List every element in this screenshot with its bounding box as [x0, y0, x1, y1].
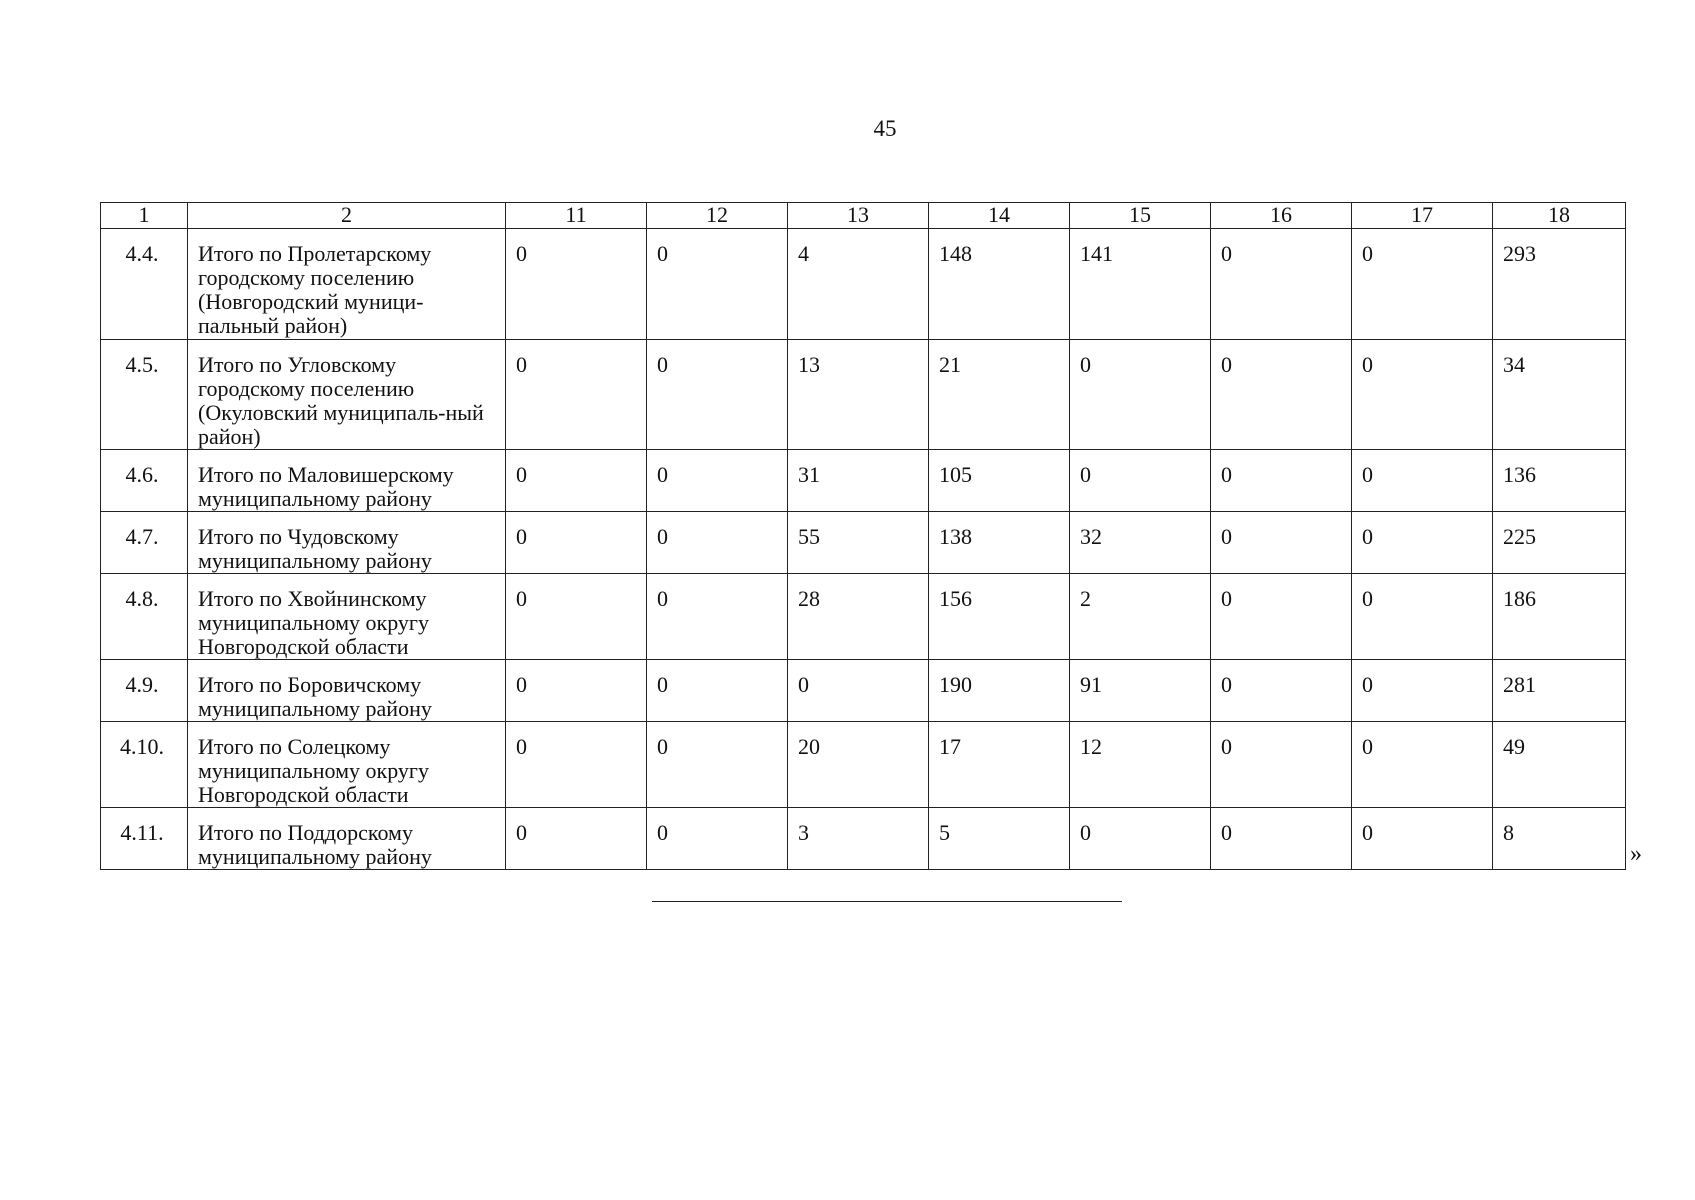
cell-value: 5 — [929, 808, 1070, 870]
column-header: 18 — [1493, 203, 1626, 229]
cell-value: 0 — [506, 512, 647, 574]
cell-value: 21 — [929, 340, 1070, 450]
cell-value: 0 — [1070, 340, 1211, 450]
table-row — [101, 229, 1626, 340]
cell-value: 0 — [506, 574, 647, 660]
data-table — [100, 202, 1626, 870]
row-number: 4.4. — [101, 229, 188, 340]
cell-value: 0 — [506, 808, 647, 870]
cell-value: 0 — [1070, 808, 1211, 870]
cell-value: 0 — [1211, 722, 1352, 808]
row-name: Итого по Пролетарскому городскому поселению (Новгородский муници-пальный район) — [188, 229, 506, 340]
cell-value: 34 — [1493, 340, 1626, 450]
cell-value: 0 — [1211, 660, 1352, 722]
column-header: 1 — [101, 203, 188, 229]
cell-value: 293 — [1493, 229, 1626, 340]
row-name: Итого по Чудовскому муниципальному району — [188, 512, 506, 574]
row-number: 4.7. — [101, 512, 188, 574]
cell-value: 0 — [1211, 512, 1352, 574]
cell-value: 8 — [1493, 808, 1626, 870]
table-row — [101, 722, 1626, 808]
footer-rule — [652, 901, 1122, 902]
row-name: Итого по Поддорскому муниципальному району — [188, 808, 506, 870]
cell-value: 0 — [647, 808, 788, 870]
cell-value: 0 — [1211, 229, 1352, 340]
table-row — [101, 574, 1626, 660]
cell-value: 0 — [647, 512, 788, 574]
table-row — [101, 450, 1626, 512]
cell-value: 0 — [647, 660, 788, 722]
cell-value: 0 — [1211, 340, 1352, 450]
table-row — [101, 808, 1626, 870]
cell-value: 0 — [506, 450, 647, 512]
row-number: 4.5. — [101, 340, 188, 450]
row-number: 4.10. — [101, 722, 188, 808]
cell-value: 0 — [1211, 574, 1352, 660]
cell-value: 281 — [1493, 660, 1626, 722]
table-row — [101, 512, 1626, 574]
column-header: 13 — [788, 203, 929, 229]
cell-value: 0 — [506, 660, 647, 722]
cell-value: 31 — [788, 450, 929, 512]
cell-value: 17 — [929, 722, 1070, 808]
cell-value: 28 — [788, 574, 929, 660]
row-name: Итого по Угловскому городскому поселению (Окуловский муниципаль-ный район) — [188, 340, 506, 450]
cell-value: 0 — [1211, 808, 1352, 870]
cell-value: 55 — [788, 512, 929, 574]
cell-value: 20 — [788, 722, 929, 808]
cell-value: 0 — [506, 722, 647, 808]
cell-value: 0 — [788, 660, 929, 722]
row-number: 4.9. — [101, 660, 188, 722]
cell-value: 91 — [1070, 660, 1211, 722]
cell-value: 12 — [1070, 722, 1211, 808]
cell-value: 0 — [1352, 574, 1493, 660]
column-header: 14 — [929, 203, 1070, 229]
cell-value: 0 — [1352, 660, 1493, 722]
cell-value: 0 — [1352, 512, 1493, 574]
row-number: 4.6. — [101, 450, 188, 512]
table-row — [101, 660, 1626, 722]
cell-value: 0 — [1352, 808, 1493, 870]
row-name: Итого по Боровичскому муниципальному району — [188, 660, 506, 722]
cell-value: 13 — [788, 340, 929, 450]
cell-value: 156 — [929, 574, 1070, 660]
cell-value: 0 — [1352, 229, 1493, 340]
column-header: 11 — [506, 203, 647, 229]
cell-value: 225 — [1493, 512, 1626, 574]
cell-value: 0 — [647, 722, 788, 808]
cell-value: 141 — [1070, 229, 1211, 340]
cell-value: 0 — [647, 450, 788, 512]
cell-value: 0 — [506, 340, 647, 450]
closing-quote: » — [1630, 841, 1642, 867]
row-name: Итого по Солецкому муниципальному округу Новгородской области — [188, 722, 506, 808]
page-number: 45 — [873, 116, 897, 141]
cell-value: 49 — [1493, 722, 1626, 808]
row-number: 4.11. — [101, 808, 188, 870]
row-number: 4.8. — [101, 574, 188, 660]
cell-value: 4 — [788, 229, 929, 340]
cell-value: 2 — [1070, 574, 1211, 660]
cell-value: 3 — [788, 808, 929, 870]
cell-value: 0 — [647, 340, 788, 450]
row-name: Итого по Маловишерскому муниципальному району — [188, 450, 506, 512]
cell-value: 0 — [1352, 722, 1493, 808]
column-header: 16 — [1211, 203, 1352, 229]
column-header: 17 — [1352, 203, 1493, 229]
cell-value: 190 — [929, 660, 1070, 722]
cell-value: 32 — [1070, 512, 1211, 574]
cell-value: 0 — [1352, 340, 1493, 450]
column-header: 12 — [647, 203, 788, 229]
cell-value: 0 — [647, 574, 788, 660]
cell-value: 105 — [929, 450, 1070, 512]
cell-value: 0 — [506, 229, 647, 340]
cell-value: 0 — [1352, 450, 1493, 512]
table-row — [101, 340, 1626, 450]
cell-value: 0 — [1070, 450, 1211, 512]
row-name: Итого по Хвойнинскому муниципальному округу Новгородской области — [188, 574, 506, 660]
column-header: 15 — [1070, 203, 1211, 229]
table-header-row — [101, 203, 1626, 229]
cell-value: 138 — [929, 512, 1070, 574]
cell-value: 0 — [647, 229, 788, 340]
cell-value: 0 — [1211, 450, 1352, 512]
cell-value: 186 — [1493, 574, 1626, 660]
cell-value: 148 — [929, 229, 1070, 340]
cell-value: 136 — [1493, 450, 1626, 512]
column-header: 2 — [188, 203, 506, 229]
